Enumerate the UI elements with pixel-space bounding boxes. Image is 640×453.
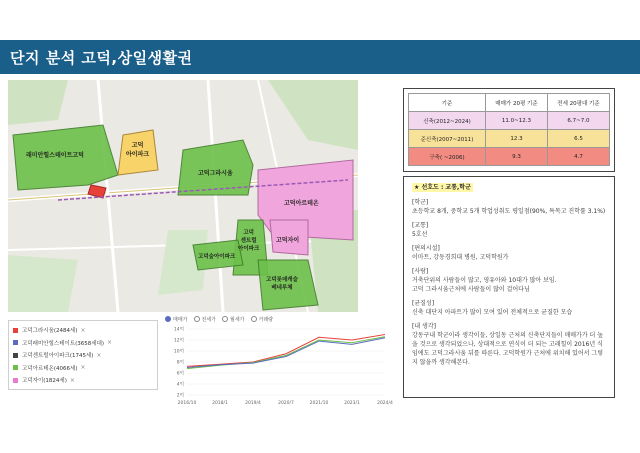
chart-legend-label: 전세가: [201, 316, 216, 323]
legend-label: 고덕그라시움(2484세): [22, 328, 78, 335]
map-label-godeok-ipark[interactable]: 고덕 아이파크: [126, 142, 150, 158]
map-label-godeok-arteon[interactable]: 고덕아르테온: [284, 200, 319, 207]
legend-item[interactable]: [13, 349, 153, 362]
y-tick-label: 14억: [173, 327, 184, 333]
note-section: [412, 221, 606, 239]
note-body: 이마트, 강동경희대 병원, 고덕학원가: [412, 254, 509, 261]
series-line: [187, 337, 385, 369]
legend-label: 고덕래미안힐스테이트(3658세대): [22, 340, 105, 347]
note-body: 강동구내 학군이라 생각이들, 상일동 근처의 신축단지들이 매매가가 더 높을 것으로 생각되었으나, 상대적으로 연식이 더 되는 고래힐이 2016년 식임에도 고덕그라시움 뒤를 따른다. 고덕학원가 근처에 위치해 있어서 그렇지 않을까 생각해본다.: [412, 332, 604, 366]
table-row: [409, 112, 610, 130]
legend-label: 고덕센트럴아이파크(1745세): [22, 353, 94, 360]
note-body: 신축 대단지 아파트가 많이 모여 있어 전체적으로 균질한 모습: [412, 309, 573, 316]
close-icon[interactable]: ×: [69, 376, 75, 384]
x-tick-label: 2016/10: [177, 401, 197, 406]
price-table: [408, 93, 610, 166]
table-row: [409, 148, 610, 166]
table-cell: 6.7~7.0: [547, 112, 609, 130]
note-body: 거축단위의 사람들이 많고, 영유아와 10대가 많아 보임. 고덕 그라시움근처에 사람들이 많이 걸어다님: [412, 277, 557, 293]
close-icon[interactable]: ×: [96, 351, 102, 359]
table-header: 매매가 20평 기준: [485, 94, 547, 112]
y-tick-label: 8억: [176, 360, 184, 366]
legend-item[interactable]: [13, 362, 153, 375]
note-section: [412, 198, 606, 216]
note-section: [412, 244, 606, 262]
legend-swatch: [13, 378, 18, 383]
map-label-godeok-grasium[interactable]: 고덕그라시움: [198, 170, 233, 177]
note-section: [412, 299, 606, 317]
note-title: [학군]: [412, 199, 429, 206]
table-cell: 11.0~12.3: [485, 112, 547, 130]
map-label-godeok-sup-ipark[interactable]: 고덕숲아이파크: [198, 254, 236, 260]
map-label-godeok-camellia[interactable]: 고덕롯데캐슬 베네루체: [266, 277, 298, 291]
legend-swatch: [13, 353, 18, 358]
table-row: [409, 130, 610, 148]
close-icon[interactable]: ×: [107, 339, 113, 347]
legend-item[interactable]: [13, 337, 153, 350]
page-title: 단지 분석 고덕,상일생활권: [10, 49, 193, 67]
x-tick-label: 2020/7: [278, 401, 294, 406]
note-title: [교통]: [412, 222, 429, 229]
legend-item[interactable]: [13, 374, 153, 387]
map-label-godeok-central-ipark[interactable]: 고덕 센트럴 아이파크: [238, 230, 260, 252]
note-body: 5호선: [412, 231, 428, 238]
note-body: 초등학교 8개, 중학교 5개 학업성취도 평일점(90%, 특목고 진학률 3.1%): [412, 208, 606, 215]
table-cell: 준신축(2007~2011): [409, 130, 486, 148]
price-table-box: [403, 88, 615, 172]
legend-label: 고덕자이(1824세): [22, 378, 67, 385]
analysis-notes: [403, 176, 615, 398]
table-cell: 구축( ~2006): [409, 148, 486, 166]
note-title: [내 생각]: [412, 323, 436, 330]
legend-swatch: [13, 365, 18, 370]
note-title: [사람]: [412, 268, 429, 275]
map-canvas: [8, 80, 358, 312]
x-tick-label: 2023/1: [344, 401, 360, 406]
map-label-remian[interactable]: 래미안힐스테이트고덕: [26, 152, 84, 159]
y-tick-label: 4억: [176, 382, 184, 388]
y-tick-label: 2억: [176, 393, 184, 399]
chart-legend-label: 월세가: [230, 316, 245, 323]
table-cell: 6.5: [547, 130, 609, 148]
table-header: 기준: [409, 94, 486, 112]
table-cell: 신축(2012~2024): [409, 112, 486, 130]
table-cell: 9.3: [485, 148, 547, 166]
chart-legend-label: 매매가: [173, 316, 188, 323]
y-tick-label: 6억: [176, 371, 184, 377]
close-icon[interactable]: ×: [80, 364, 86, 372]
x-tick-label: 2018/1: [212, 401, 228, 406]
price-chart-svg: [165, 313, 393, 408]
note-section: [412, 267, 606, 294]
close-icon[interactable]: ×: [80, 326, 86, 334]
y-tick-label: 12억: [173, 338, 184, 344]
preference-line: ★ 선호도 : 교통,학군: [414, 184, 471, 191]
table-cell: 4.7: [547, 148, 609, 166]
legend-swatch: [13, 340, 18, 345]
price-chart: [165, 313, 393, 408]
complex-legend: [8, 320, 158, 390]
x-tick-label: 2021/10: [309, 401, 329, 406]
series-line: [187, 335, 385, 367]
x-tick-label: 2019/4: [245, 401, 261, 406]
page-header: [0, 40, 640, 74]
note-title: [균질성]: [412, 300, 435, 307]
area-map[interactable]: [8, 80, 358, 312]
table-cell: 12.3: [485, 130, 547, 148]
chart-legend-label: 거래량: [258, 316, 273, 323]
note-title: [편의시설]: [412, 245, 440, 252]
x-tick-label: 2024/4: [377, 401, 393, 406]
note-section: [412, 322, 606, 367]
table-header: 전세 20평대 기준: [547, 94, 609, 112]
legend-label: 고덕아르테온(4066세): [22, 365, 78, 372]
legend-swatch: [13, 328, 18, 333]
y-tick-label: 10억: [173, 349, 184, 355]
map-label-godeok-xi[interactable]: 고덕자이: [276, 237, 300, 244]
legend-item[interactable]: [13, 324, 153, 337]
